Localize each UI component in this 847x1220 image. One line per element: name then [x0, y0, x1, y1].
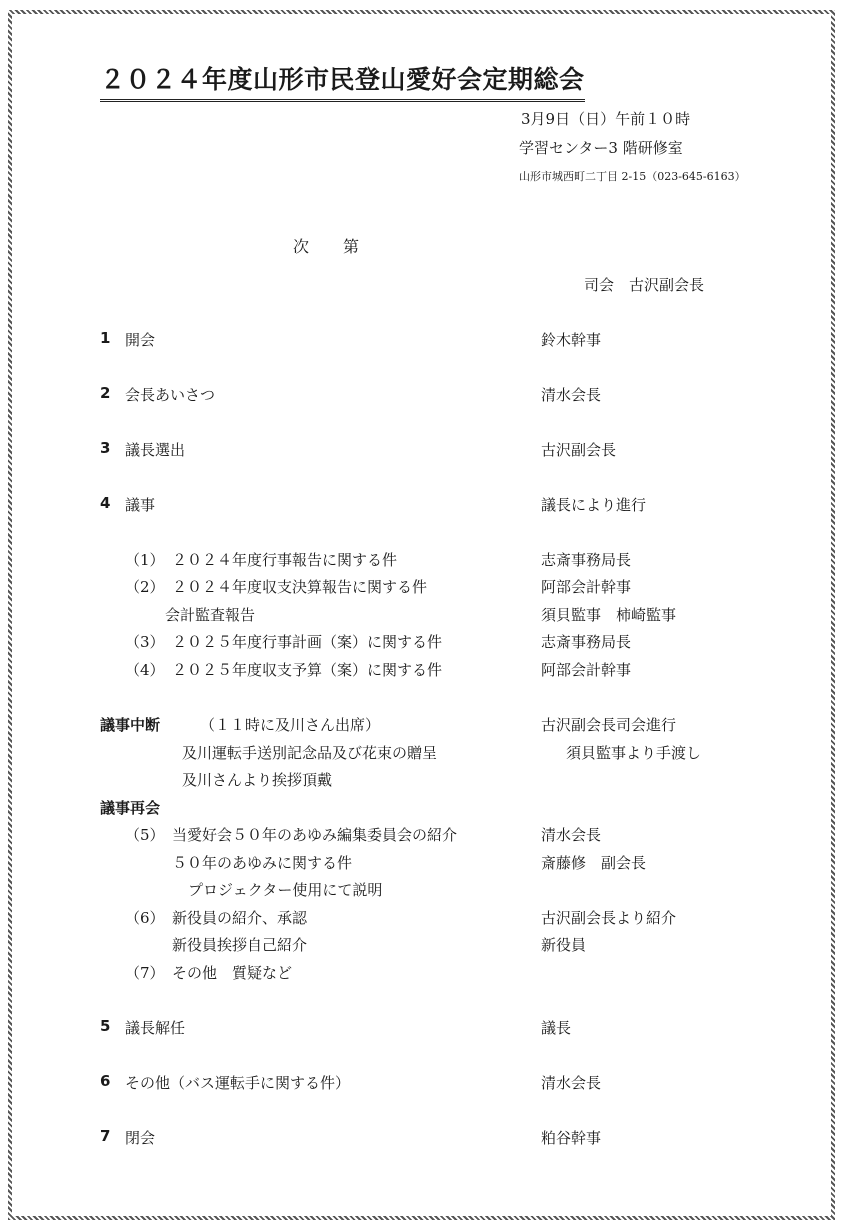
resume-item-person: 新役員 [541, 936, 587, 954]
agenda-item-person: 須貝監事 柿崎監事 [541, 606, 677, 624]
recess-label: 議事中断 [100, 716, 161, 734]
item-person: 鈴木幹事 [541, 331, 602, 349]
resume-item-label: ５０年のあゆみに関する件 [172, 854, 353, 872]
resume-item-label: （7） その他 質疑など [125, 964, 293, 982]
resume-item-label: （5） 当愛好会５０年のあゆみ編集委員会の紹介 [125, 826, 458, 844]
agenda-item-label: 会計監査報告 [165, 606, 256, 624]
recess-person: 須貝監事より手渡し [566, 744, 702, 762]
item-number: 7 [100, 1127, 111, 1145]
item-person: 粕谷幹事 [541, 1129, 602, 1147]
item-label: その他（バス運転手に関する件） [125, 1074, 351, 1092]
recess-note: （１１時に及川さん出席） [200, 716, 381, 734]
item-number: 4 [100, 494, 111, 512]
item-person: 古沢副会長 [541, 441, 617, 459]
agenda-item-person: 志斎事務局長 [541, 551, 632, 569]
chairperson: 司会 古沢副会長 [584, 276, 705, 294]
item-person: 議長により進行 [541, 496, 647, 514]
page-border [8, 10, 835, 1220]
meeting-date: 3月9日（日）午前１０時 [521, 110, 691, 128]
resume-item-label: 新役員挨拶自己紹介 [172, 936, 308, 954]
agenda-item-label: （3） ２０２５年度行事計画（案）に関する件 [125, 633, 443, 651]
recess-line: 及川運転手送別記念品及び花束の贈呈 [182, 744, 438, 762]
item-label: 会長あいさつ [125, 386, 216, 404]
item-number: 6 [100, 1072, 111, 1090]
program-heading: 次第 [293, 237, 394, 256]
agenda-item-label: （4） ２０２５年度収支予算（案）に関する件 [125, 661, 443, 679]
item-person: 議長 [541, 1019, 572, 1037]
item-person: 清水会長 [541, 386, 602, 404]
agenda-item-person: 阿部会計幹事 [541, 578, 632, 596]
item-label: 開会 [125, 331, 156, 349]
item-number: 3 [100, 439, 111, 457]
agenda-item-label: （2） ２０２４年度収支決算報告に関する件 [125, 578, 428, 596]
recess-line: 及川さんより挨拶頂戴 [182, 771, 333, 789]
venue-address: 山形市城西町二丁目 2-15（023-645-6163） [519, 170, 746, 183]
item-person: 清水会長 [541, 1074, 602, 1092]
resume-item-person: 古沢副会長より紹介 [541, 909, 677, 927]
resume-item-label: （6） 新役員の紹介、承認 [125, 909, 308, 927]
item-number: 1 [100, 329, 111, 347]
item-label: 議長選出 [125, 441, 186, 459]
resume-label: 議事再会 [100, 799, 161, 817]
agenda-item-person: 阿部会計幹事 [541, 661, 632, 679]
item-number: 2 [100, 384, 111, 402]
item-number: 5 [100, 1017, 111, 1035]
item-label: 議長解任 [125, 1019, 186, 1037]
resume-item-person: 清水会長 [541, 826, 602, 844]
agenda-item-person: 志斎事務局長 [541, 633, 632, 651]
item-label: 議事 [125, 496, 156, 514]
meeting-venue: 学習センター3 階研修室 [519, 139, 683, 157]
document-title: ２０２４年度山形市民登山愛好会定期総会 [100, 60, 585, 102]
agenda-item-label: （1） ２０２４年度行事報告に関する件 [125, 551, 398, 569]
resume-item-person: 斎藤修 副会長 [541, 854, 647, 872]
recess-person: 古沢副会長司会進行 [541, 716, 677, 734]
item-label: 閉会 [125, 1129, 156, 1147]
resume-item-label: プロジェクター使用にて説明 [188, 881, 383, 899]
